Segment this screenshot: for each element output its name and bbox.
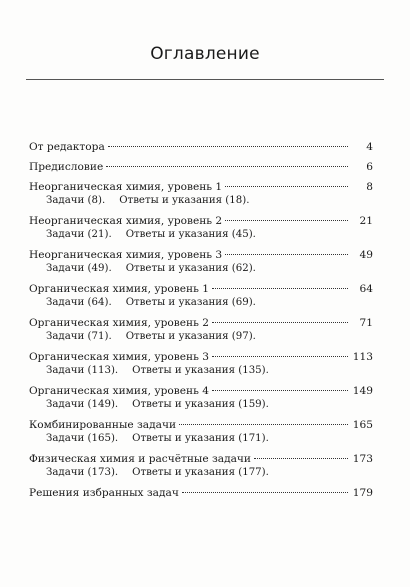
toc-entry[interactable] bbox=[29, 160, 373, 174]
toc-entry-title: Органическая химия, уровень 2 bbox=[29, 317, 209, 329]
dot-leader bbox=[225, 220, 348, 221]
toc-tasks-ref: Задачи (173). bbox=[46, 467, 119, 478]
toc-entry[interactable] bbox=[29, 180, 373, 208]
toc-entry-page: 8 bbox=[366, 181, 373, 193]
toc-entry-title: Органическая химия, уровень 3 bbox=[29, 351, 209, 363]
toc-answers-ref: Ответы и указания (97). bbox=[125, 331, 256, 342]
toc-entry-page: 6 bbox=[366, 161, 373, 173]
page-title: Оглавление bbox=[150, 44, 260, 64]
dot-leader bbox=[108, 146, 348, 147]
toc-entry-title: Неорганическая химия, уровень 2 bbox=[29, 215, 223, 227]
toc-entry[interactable] bbox=[29, 214, 373, 242]
toc-entry[interactable] bbox=[29, 384, 373, 412]
toc-answers-ref: Ответы и указания (171). bbox=[132, 433, 269, 444]
dot-leader bbox=[225, 186, 348, 187]
toc-entry-title: Решения избранных задач bbox=[29, 487, 179, 499]
toc-entry-page: 165 bbox=[352, 419, 373, 431]
toc-entry-page: 173 bbox=[352, 453, 373, 465]
toc-answers-ref: Ответы и указания (62). bbox=[125, 263, 256, 274]
toc-entry-page: 149 bbox=[352, 385, 373, 397]
toc-answers-ref: Ответы и указания (177). bbox=[132, 467, 269, 478]
toc-entry[interactable] bbox=[29, 248, 373, 276]
table-of-contents bbox=[29, 140, 373, 506]
toc-entry-page: 71 bbox=[359, 317, 373, 329]
dot-leader bbox=[225, 254, 348, 255]
toc-entry-title: От редактора bbox=[29, 141, 105, 153]
toc-answers-ref: Ответы и указания (45). bbox=[125, 229, 256, 240]
toc-answers-ref: Ответы и указания (159). bbox=[132, 399, 269, 410]
dot-leader bbox=[182, 492, 348, 493]
toc-entry-title: Органическая химия, уровень 1 bbox=[29, 283, 209, 295]
dot-leader bbox=[254, 458, 348, 459]
toc-entry-title: Органическая химия, уровень 4 bbox=[29, 385, 209, 397]
toc-answers-ref: Ответы и указания (18). bbox=[119, 195, 250, 206]
toc-entry-title: Комбинированные задачи bbox=[29, 419, 177, 431]
toc-answers-ref: Ответы и указания (135). bbox=[132, 365, 269, 376]
toc-entry[interactable] bbox=[29, 418, 373, 446]
toc-entry[interactable] bbox=[29, 452, 373, 480]
toc-entry-title: Неорганическая химия, уровень 1 bbox=[29, 181, 223, 193]
toc-entry-title: Неорганическая химия, уровень 3 bbox=[29, 249, 223, 261]
toc-entry-page: 21 bbox=[359, 215, 373, 227]
toc-entry-page: 64 bbox=[359, 283, 373, 295]
dot-leader bbox=[179, 424, 348, 425]
dot-leader bbox=[212, 322, 348, 323]
dot-leader bbox=[212, 356, 348, 357]
toc-tasks-ref: Задачи (149). bbox=[46, 399, 119, 410]
dot-leader bbox=[106, 166, 348, 167]
dot-leader bbox=[212, 390, 348, 391]
toc-entry-page: 179 bbox=[352, 487, 373, 499]
toc-entry[interactable] bbox=[29, 140, 373, 154]
toc-tasks-ref: Задачи (71). bbox=[46, 331, 112, 342]
title-divider bbox=[26, 79, 384, 80]
toc-entry[interactable] bbox=[29, 316, 373, 344]
toc-tasks-ref: Задачи (64). bbox=[46, 297, 112, 308]
toc-entry[interactable] bbox=[29, 282, 373, 310]
toc-entry-page: 4 bbox=[366, 141, 373, 153]
toc-tasks-ref: Задачи (165). bbox=[46, 433, 119, 444]
toc-answers-ref: Ответы и указания (69). bbox=[125, 297, 256, 308]
toc-entry-title: Физическая химия и расчётные задачи bbox=[29, 453, 251, 465]
dot-leader bbox=[212, 288, 348, 289]
toc-entry[interactable] bbox=[29, 350, 373, 378]
toc-entry-page: 113 bbox=[352, 351, 373, 363]
toc-tasks-ref: Задачи (21). bbox=[46, 229, 112, 240]
toc-entry[interactable] bbox=[29, 486, 373, 500]
toc-tasks-ref: Задачи (113). bbox=[46, 365, 119, 376]
toc-entry-page: 49 bbox=[359, 249, 373, 261]
toc-tasks-ref: Задачи (8). bbox=[46, 195, 106, 206]
toc-entry-title: Предисловие bbox=[29, 161, 104, 173]
toc-tasks-ref: Задачи (49). bbox=[46, 263, 112, 274]
